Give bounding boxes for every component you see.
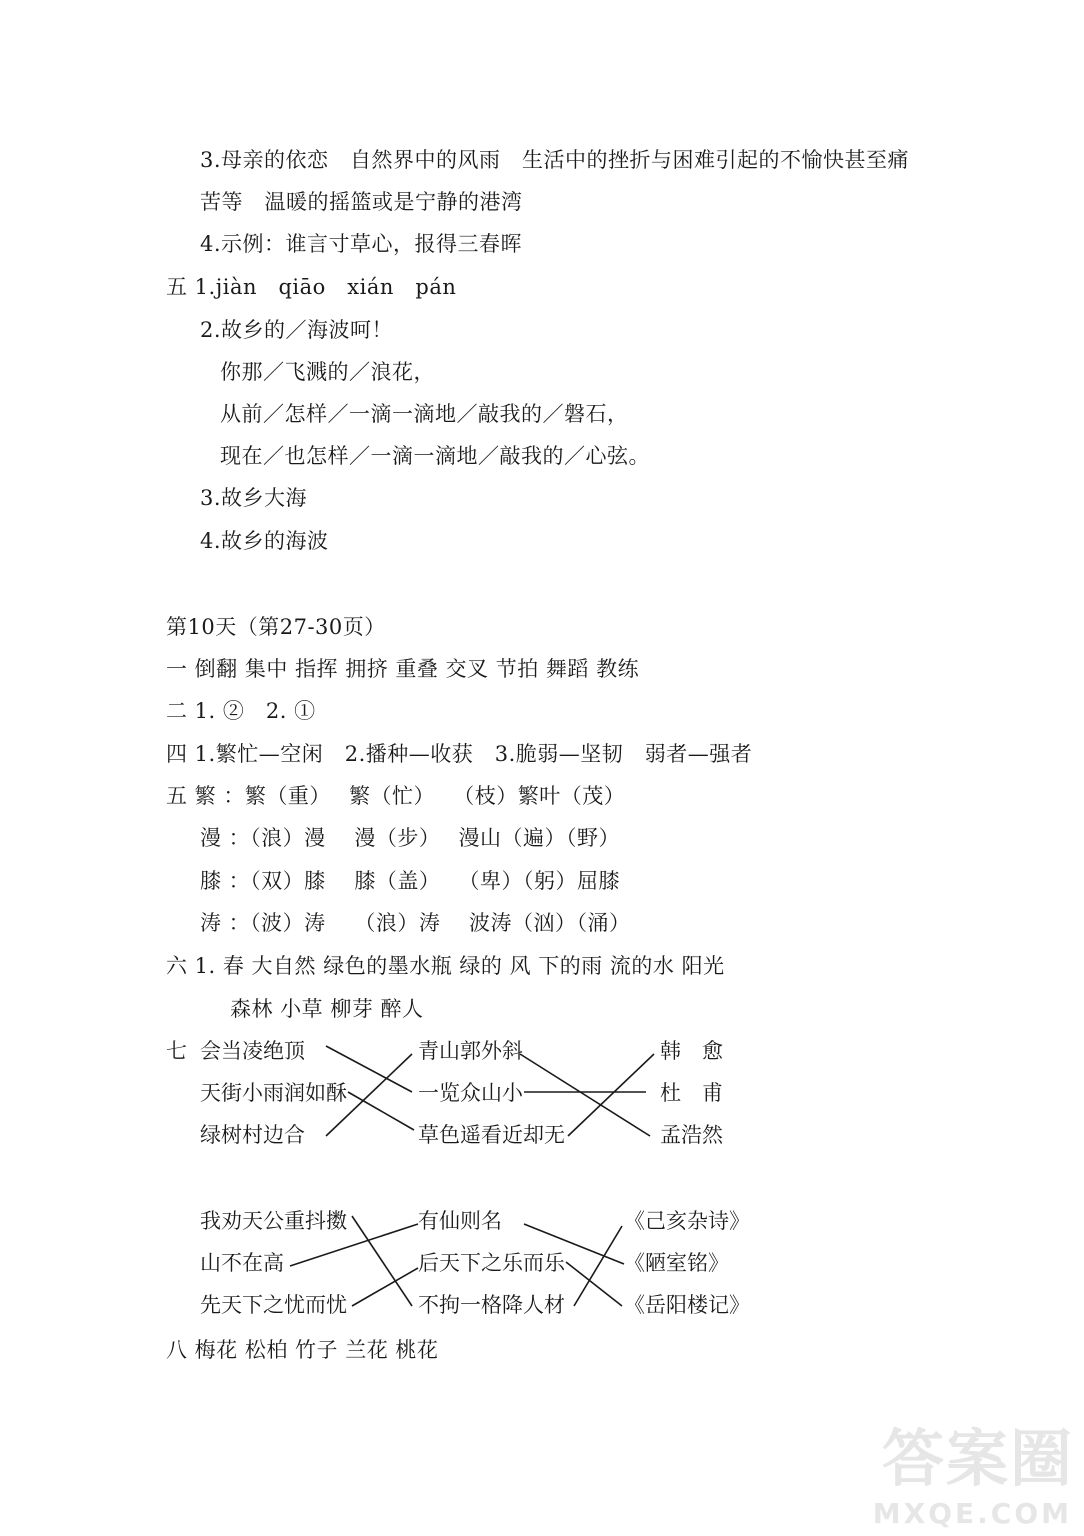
seven-b-right-1: 《己亥杂诗》 (624, 1209, 750, 1233)
seven-a-mid-2: 一览众山小 (418, 1081, 523, 1105)
match-line-a3 (326, 1054, 412, 1136)
match-line-a4 (520, 1054, 650, 1136)
seven-b-mid-2: 后天下之乐而乐 (418, 1251, 565, 1275)
answer-4: 4.示例：谁言寸草心，报得三春晖 (200, 232, 523, 256)
five-2-line2: 从前／怎样／一滴一滴地／敲我的／磐石， (220, 402, 629, 426)
day10-six-line2: 森林 小草 柳芽 醉人 (230, 997, 424, 1021)
match-line-b6 (574, 1226, 622, 1306)
five-1-pinyin: 五 1.jiàn qiāo xián pán (166, 275, 457, 299)
day10-five-row1: 五 繁 ：繁（重） 繁（忙） （枝）繁叶（茂） (166, 784, 626, 808)
day10-five-row2: 漫 ：（浪）漫 漫（步） 漫山（遍）（野） (200, 826, 621, 850)
seven-b-right-2: 《陋室铭》 (624, 1251, 729, 1275)
seven-b-right-3: 《岳阳楼记》 (624, 1293, 750, 1317)
answer-3-line2: 苦等 温暖的摇篮或是宁静的港湾 (200, 190, 523, 214)
match-line-b4 (524, 1224, 624, 1264)
day10-five-row4: 涛 ：（波）涛 （浪）涛 波涛（汹）（涌） (200, 911, 631, 935)
day10-six-line1: 六 1. 春 大自然 绿色的墨水瓶 绿的 风 下的雨 流的水 阳光 (166, 954, 725, 978)
day10-title: 第10天（第27-30页） (166, 615, 386, 639)
seven-a-left-2: 天街小雨润如酥 (200, 1081, 347, 1105)
seven-a-left-3: 绿树村边合 (200, 1123, 305, 1147)
watermark-logo: 答案圈 (881, 1422, 1074, 1495)
day10-section-four: 四 1.繁忙—空闲 2.播种—收获 3.脆弱—坚韧 弱者—强者 (166, 742, 753, 766)
day10-five-row3: 膝 ：（双）膝 膝（盖） （卑）（躬）屈膝 (200, 869, 621, 893)
match-line-a2 (348, 1092, 414, 1130)
five-3: 3.故乡大海 (200, 486, 308, 510)
match-line-b2 (290, 1224, 418, 1266)
seven-a-left-1: 会当凌绝顶 (200, 1039, 305, 1063)
five-2-head: 2.故乡的／海波呵！ (200, 318, 394, 342)
seven-b-left-1: 我劝天公重抖擞 (200, 1209, 347, 1233)
seven-b-left-3: 先天下之忧而忧 (200, 1293, 347, 1317)
match-line-a1 (326, 1046, 412, 1092)
watermark-url: MXQE.COM (872, 1497, 1072, 1530)
seven-label: 七 (166, 1039, 187, 1063)
day10-section-one: 一 倒翻 集中 指挥 拥挤 重叠 交叉 节拍 舞蹈 教练 (166, 657, 640, 681)
seven-b-mid-3: 不拘一格降人材 (418, 1293, 565, 1317)
seven-a-right-1: 韩 愈 (660, 1039, 723, 1063)
seven-b-left-2: 山不在高 (200, 1251, 284, 1275)
seven-a-mid-1: 青山郭外斜 (418, 1039, 523, 1063)
seven-b-mid-1: 有仙则名 (418, 1209, 502, 1233)
five-2-line3: 现在／也怎样／一滴一滴地／敲我的／心弦。 (220, 444, 650, 468)
five-2-line1: 你那／飞溅的／浪花， (220, 360, 435, 384)
seven-a-right-3: 孟浩然 (660, 1123, 723, 1147)
five-4: 4.故乡的海波 (200, 529, 329, 553)
day10-section-eight: 八 梅花 松柏 竹子 兰花 桃花 (166, 1338, 439, 1362)
day10-section-two: 二 1. ② 2. ① (166, 699, 316, 723)
match-line-b5 (566, 1262, 622, 1306)
match-line-a6 (568, 1054, 654, 1136)
seven-a-mid-3: 草色遥看近却无 (418, 1123, 565, 1147)
seven-a-right-2: 杜 甫 (660, 1081, 723, 1105)
answer-3-line1: 3.母亲的依恋 自然界中的风雨 生活中的挫折与困难引起的不愉快甚至痛 (200, 148, 910, 172)
